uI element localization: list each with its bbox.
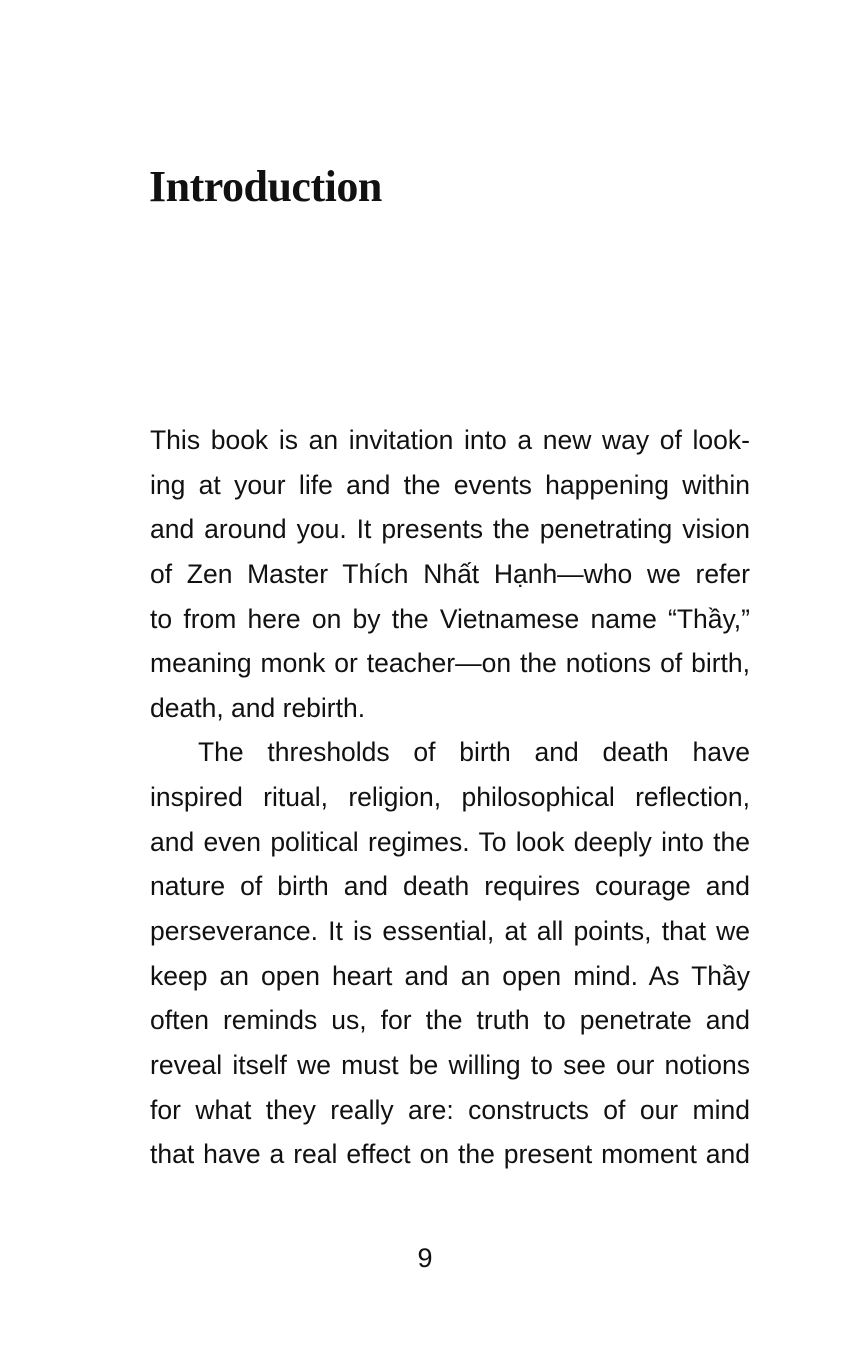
text-line: nature of birth and death requires courage and: [150, 871, 750, 902]
text-line: This book is an invitation into a new way of look-: [150, 425, 750, 455]
text-line: ing at your life and the events happening within: [150, 469, 750, 500]
text-line: and around you. It presents the penetrating vision: [150, 514, 750, 545]
text-line: inspired ritual, religion, philosophical reflection,: [150, 782, 750, 813]
text-line: and even political regimes. To look deeply into the: [150, 826, 750, 857]
chapter-title: Introduction: [149, 162, 382, 211]
text-line: reveal itself we must be willing to see our notions: [150, 1049, 750, 1080]
text-line: for what they really are: constructs of our mind: [150, 1094, 750, 1125]
text-line: meaning monk or teacher—on the notions of birth,: [150, 648, 750, 679]
text-line: The thresholds of birth and death have: [198, 737, 750, 768]
text-line: perseverance. It is essential, at all points, that we: [150, 916, 750, 947]
text-body: [150, 418, 750, 1177]
text-line: death, and rebirth.: [150, 692, 366, 723]
text-line: often reminds us, for the truth to penetrate and: [150, 1005, 750, 1036]
text-line: of Zen Master Thích Nhất Hạnh—who we refer: [150, 558, 750, 589]
page-number: 9: [417, 1243, 433, 1273]
text-line: that have a real effect on the present moment and: [150, 1139, 750, 1170]
text-line: keep an open heart and an open mind. As Thầy: [150, 960, 750, 991]
text-line: to from here on by the Vietnamese name “Thầy,”: [150, 603, 750, 634]
